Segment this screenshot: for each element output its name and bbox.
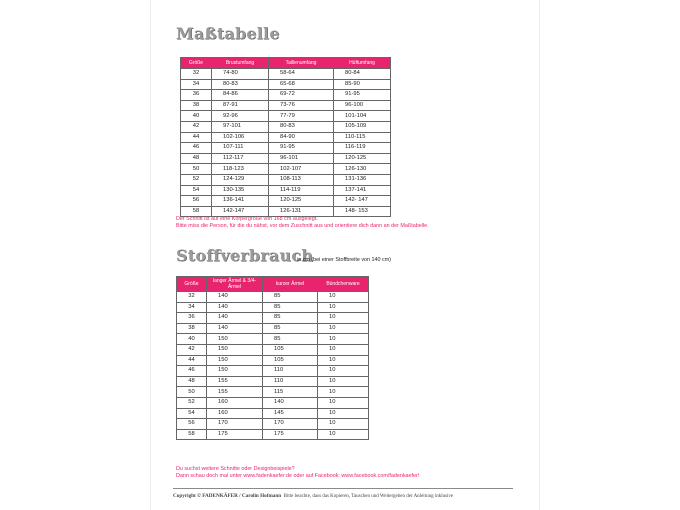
table-row	[181, 153, 391, 164]
table-cell: 110	[263, 376, 318, 387]
size-note-line1: Der Schnitt ist auf eine Körpergröße von 168 cm ausgelegt.	[176, 216, 318, 222]
table-cell: 84-86	[212, 90, 269, 101]
table-cell: 96-101	[269, 153, 334, 164]
table-cell: 10	[318, 376, 369, 387]
table-row	[177, 334, 369, 345]
table-cell: 102-106	[212, 132, 269, 143]
table-cell: 10	[318, 429, 369, 440]
table-cell: 50	[181, 164, 212, 175]
table-cell: 140	[263, 397, 318, 408]
table-cell: 10	[318, 302, 369, 313]
table-cell: 38	[181, 100, 212, 111]
table-cell: 155	[207, 376, 263, 387]
table-cell: 65-68	[269, 79, 334, 90]
table-cell: 10	[318, 344, 369, 355]
table-cell: 52	[177, 397, 207, 408]
table-cell: 131-136	[334, 174, 391, 185]
table-cell: 116-119	[334, 143, 391, 154]
promo-line2: Dann schau doch mal unter www.fadenkaefer.de oder auf Facebook: www.facebook.com/fadenkaefer!	[176, 473, 420, 480]
table-cell: 85	[263, 334, 318, 345]
table-cell: 58	[181, 206, 212, 217]
table-cell: 140	[207, 323, 263, 334]
table-row	[181, 69, 391, 80]
table-cell: 48	[181, 153, 212, 164]
table-cell: 85	[263, 302, 318, 313]
table-row	[181, 196, 391, 207]
table-cell: 80-84	[334, 69, 391, 80]
table-cell: 40	[177, 334, 207, 345]
table-cell: 137-141	[334, 185, 391, 196]
table-cell: 101-104	[334, 111, 391, 122]
table-cell: 115	[263, 387, 318, 398]
header-kurzer-aermel: kurzer Ärmel	[263, 277, 318, 292]
table-cell: 32	[181, 69, 212, 80]
fabric-table-title: Stoffverbrauch	[176, 246, 314, 265]
table-cell: 110-115	[334, 132, 391, 143]
copyright-holder: Copyright © FADENKÄFER / Carolin Hofmann	[173, 493, 282, 499]
table-row	[177, 355, 369, 366]
table-row	[181, 185, 391, 196]
table-cell: 105	[263, 344, 318, 355]
table-cell: 69-72	[269, 90, 334, 101]
table-cell: 92-96	[212, 111, 269, 122]
table-cell: 105-109	[334, 121, 391, 132]
header-groesse: Größe	[181, 58, 212, 69]
table-cell: 58	[177, 429, 207, 440]
table-cell: 126-130	[334, 164, 391, 175]
table-row	[181, 164, 391, 175]
table-cell: 34	[177, 302, 207, 313]
table-row	[177, 408, 369, 419]
fabric-table	[176, 276, 369, 440]
table-row	[181, 143, 391, 154]
table-cell: 96-100	[334, 100, 391, 111]
table-row	[181, 111, 391, 122]
table-cell: 107-111	[212, 143, 269, 154]
table-cell: 150	[207, 355, 263, 366]
table-cell: 102-107	[269, 164, 334, 175]
table-row	[177, 344, 369, 355]
header-hueftumfang: Hüftumfang	[334, 58, 391, 69]
table-row	[177, 292, 369, 303]
table-cell: 170	[207, 419, 263, 430]
table-row	[181, 100, 391, 111]
table-cell: 150	[207, 366, 263, 377]
table-row	[177, 366, 369, 377]
size-note	[176, 216, 429, 231]
table-cell: 140	[207, 292, 263, 303]
table-row	[181, 79, 391, 90]
table-cell: 73-76	[269, 100, 334, 111]
table-cell: 34	[181, 79, 212, 90]
copyright-line	[173, 493, 453, 499]
header-brustumfang: Brustumfang	[212, 58, 269, 69]
table-cell: 160	[207, 397, 263, 408]
table-cell: 120-125	[269, 196, 334, 207]
table-cell: 120-125	[334, 153, 391, 164]
table-row	[177, 419, 369, 430]
table-cell: 32	[177, 292, 207, 303]
table-row	[181, 174, 391, 185]
table-row	[177, 323, 369, 334]
table-cell: 85	[263, 313, 318, 324]
table-cell: 148- 153	[334, 206, 391, 217]
table-cell: 97-101	[212, 121, 269, 132]
table-cell: 150	[207, 344, 263, 355]
document-page	[150, 0, 540, 510]
table-cell: 91-95	[334, 90, 391, 101]
table-cell: 110	[263, 366, 318, 377]
table-cell: 10	[318, 387, 369, 398]
table-cell: 140	[207, 302, 263, 313]
table-cell: 105	[263, 355, 318, 366]
table-cell: 85-90	[334, 79, 391, 90]
table-cell: 170	[263, 419, 318, 430]
table-cell: 46	[177, 366, 207, 377]
table-row	[177, 387, 369, 398]
table-cell: 40	[181, 111, 212, 122]
table-cell: 10	[318, 419, 369, 430]
table-row	[181, 132, 391, 143]
table-cell: 85	[263, 292, 318, 303]
header-taillenumfang: Taillenumfang	[269, 58, 334, 69]
size-note-line2: Bitte miss die Person, für die du nähst, vor dem Zuschnitt aus und orientiere dich dann an der Maßtabelle.	[176, 223, 429, 230]
table-cell: 48	[177, 376, 207, 387]
table-cell: 160	[207, 408, 263, 419]
table-row	[181, 121, 391, 132]
table-cell: 114-119	[269, 185, 334, 196]
table-cell: 140	[207, 313, 263, 324]
table-cell: 46	[181, 143, 212, 154]
header-langer-aermel: langer Ärmel & 3/4-Ärmel	[207, 277, 263, 292]
copyright-text: Bitte beachte, dass das Kopieren, Tauschen und Weitergeben der Anleitung inklusive	[283, 494, 454, 499]
table-cell: 118-123	[212, 164, 269, 175]
table-row	[177, 313, 369, 324]
table-cell: 155	[207, 387, 263, 398]
table-cell: 145	[263, 408, 318, 419]
size-table	[180, 57, 391, 217]
promo-line1: Du suchst weitere Schnitte oder Designbeispiele?	[176, 466, 295, 472]
table-row	[177, 397, 369, 408]
table-cell: 10	[318, 323, 369, 334]
table-cell: 175	[207, 429, 263, 440]
table-cell: 36	[177, 313, 207, 324]
fabric-unit-note: in cm (bei einer Stoffbreite von 140 cm)	[297, 257, 391, 263]
table-cell: 56	[177, 419, 207, 430]
table-cell: 136-141	[212, 196, 269, 207]
table-row	[177, 429, 369, 440]
table-cell: 54	[181, 185, 212, 196]
table-cell: 91-95	[269, 143, 334, 154]
table-cell: 50	[177, 387, 207, 398]
table-cell: 10	[318, 355, 369, 366]
table-row	[177, 376, 369, 387]
table-cell: 10	[318, 397, 369, 408]
table-cell: 77-79	[269, 111, 334, 122]
table-cell: 130-135	[212, 185, 269, 196]
size-table-header-row	[181, 58, 391, 69]
table-cell: 36	[181, 90, 212, 101]
table-cell: 10	[318, 334, 369, 345]
table-cell: 42	[177, 344, 207, 355]
table-cell: 175	[263, 429, 318, 440]
table-cell: 74-80	[212, 69, 269, 80]
table-cell: 124-129	[212, 174, 269, 185]
table-cell: 87-91	[212, 100, 269, 111]
size-table-title: Maßtabelle	[176, 24, 280, 43]
table-cell: 10	[318, 292, 369, 303]
header-buendchenware: Bündchenware	[318, 277, 369, 292]
table-cell: 42	[181, 121, 212, 132]
table-cell: 38	[177, 323, 207, 334]
table-row	[181, 90, 391, 101]
table-cell: 10	[318, 313, 369, 324]
table-cell: 108-113	[269, 174, 334, 185]
table-cell: 44	[181, 132, 212, 143]
footer-divider	[173, 488, 513, 489]
table-row	[177, 302, 369, 313]
table-cell: 142- 147	[334, 196, 391, 207]
table-cell: 10	[318, 366, 369, 377]
header-groesse: Größe	[177, 277, 207, 292]
table-cell: 85	[263, 323, 318, 334]
fabric-table-header-row	[177, 277, 369, 292]
table-cell: 44	[177, 355, 207, 366]
table-cell: 80-83	[212, 79, 269, 90]
table-cell: 142-147	[212, 206, 269, 217]
table-cell: 54	[177, 408, 207, 419]
table-cell: 58-64	[269, 69, 334, 80]
promo-note	[176, 466, 419, 481]
table-cell: 150	[207, 334, 263, 345]
table-cell: 52	[181, 174, 212, 185]
table-cell: 56	[181, 196, 212, 207]
table-cell: 10	[318, 408, 369, 419]
table-cell: 126-131	[269, 206, 334, 217]
table-cell: 112-117	[212, 153, 269, 164]
table-cell: 80-83	[269, 121, 334, 132]
table-cell: 84-90	[269, 132, 334, 143]
